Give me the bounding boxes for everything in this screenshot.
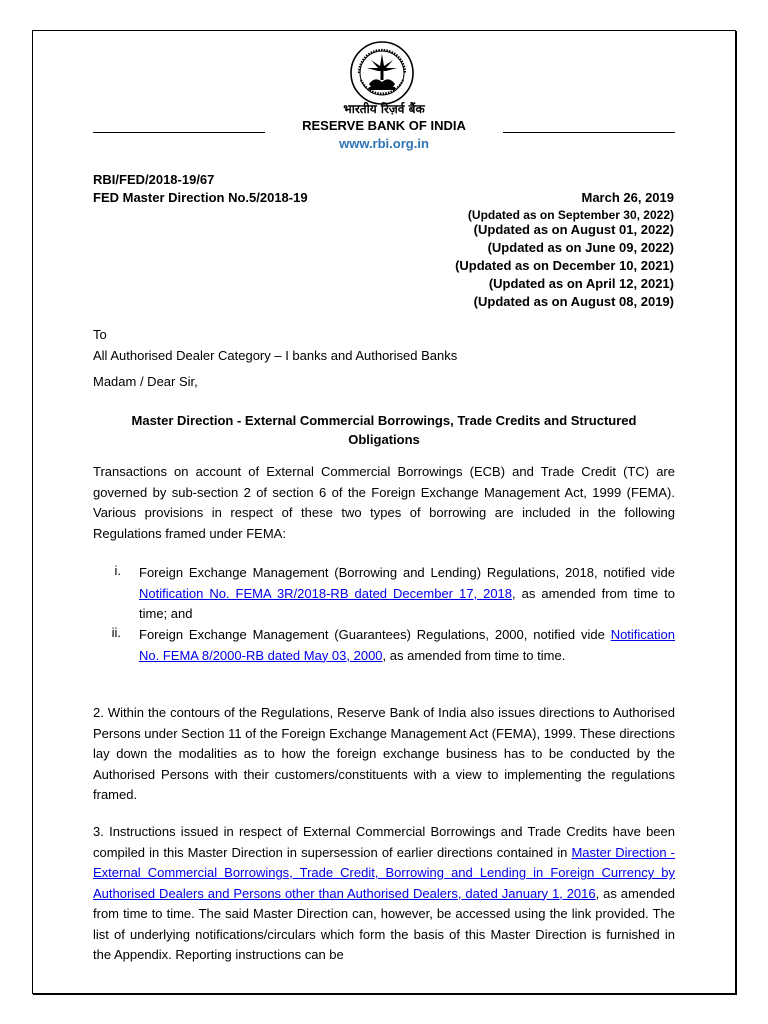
subject-heading [93,411,675,449]
update-note: (Updated as on August 08, 2019) [473,294,674,309]
update-note: (Updated as on June 09, 2022) [487,240,674,255]
paragraph-3 [93,822,675,966]
issue-date: March 26, 2019 [581,190,674,205]
list-item-text: Foreign Exchange Management (Borrowing and Lending) Regulations, 2018, notified vide [139,565,675,580]
update-note: (Updated as on September 30, 2022) [467,208,674,222]
update-note: (Updated as on August 01, 2022) [473,222,674,237]
circular-number: RBI/FED/2018-19/67 [93,172,215,187]
subject-line-2: Obligations [348,432,420,447]
list-item-number: ii. [111,625,121,640]
intro-paragraph: Transactions on account of External Commercial Borrowings (ECB) and Trade Credit (TC) are governed by sub-section 2 of section 6 of the Foreign Exchange Management Act, 1999 (FEMA). Various provisions in respect of these two types of borrowing are included in the following Regulations framed under FEMA: [93,464,675,541]
address-recipients: All Authorised Dealer Category – I banks and Authorised Banks [93,348,458,363]
salutation: Madam / Dear Sir, [93,374,198,389]
subject-line-1: Master Direction - External Commercial Borrowings, Trade Credits and Structured [131,413,637,428]
list-item [139,625,675,666]
paragraph-2: 2. Within the contours of the Regulations, Reserve Bank of India also issues directions to Authorised Persons under Section 11 of the Foreign Exchange Management Act (FEMA), 1999. These directions lay down the modalities as to how the foreign exchange business has to be conducted by the Authorised Persons with their customers/constituents with a view to implementing the regulations framed. [93,705,675,802]
header-rule-left [93,132,265,133]
header-rule-right [503,132,675,133]
rbi-seal-logo [349,40,415,106]
bank-name: RESERVE BANK OF INDIA [302,118,466,133]
list-item [139,563,675,625]
update-note: (Updated as on April 12, 2021) [488,276,674,291]
bank-name-hindi: भारतीय रिज़र्व बैंक [343,102,425,116]
paragraph-3-text: 3. Instructions issued in respect of External Commercial Borrowings and Trade Credits have been compiled in this Master Direction in supersession of earlier directions contained in [93,824,675,860]
notification-link[interactable]: Notification No. FEMA 3R/2018-RB dated December 17, 2018 [139,585,513,601]
list-item-text: , as amended from time to time; and [139,585,675,621]
paragraph-3-text: , as amended from time to time. The said Master Direction can, however, be accessed using the link provided. The list of underlying notifications/circulars which form the basis of this Master Direction is furnished in the Appendix. Reporting instructions can be [93,885,675,962]
list-item-text: , as amended from time to time. [382,647,566,663]
direction-number: FED Master Direction No.5/2018-19 [93,190,308,205]
master-direction-link[interactable]: Master Direction - External Commercial Borrowings, Trade Credit, Borrowing and Lending in Foreign Currency by Authorised Dealers and Persons other than Authorised Dealers, dated January 1, 2016 [93,844,675,901]
list-item-text: Foreign Exchange Management (Guarantees) Regulations, 2000, notified vide [139,627,611,642]
notification-link[interactable]: Notification No. FEMA 8/2000-RB dated May 03, 2000 [139,627,675,663]
update-note: (Updated as on December 10, 2021) [455,258,674,273]
website-link[interactable]: www.rbi.org.in [339,136,429,151]
list-item-number: i. [114,563,121,578]
address-to: To [93,327,107,342]
